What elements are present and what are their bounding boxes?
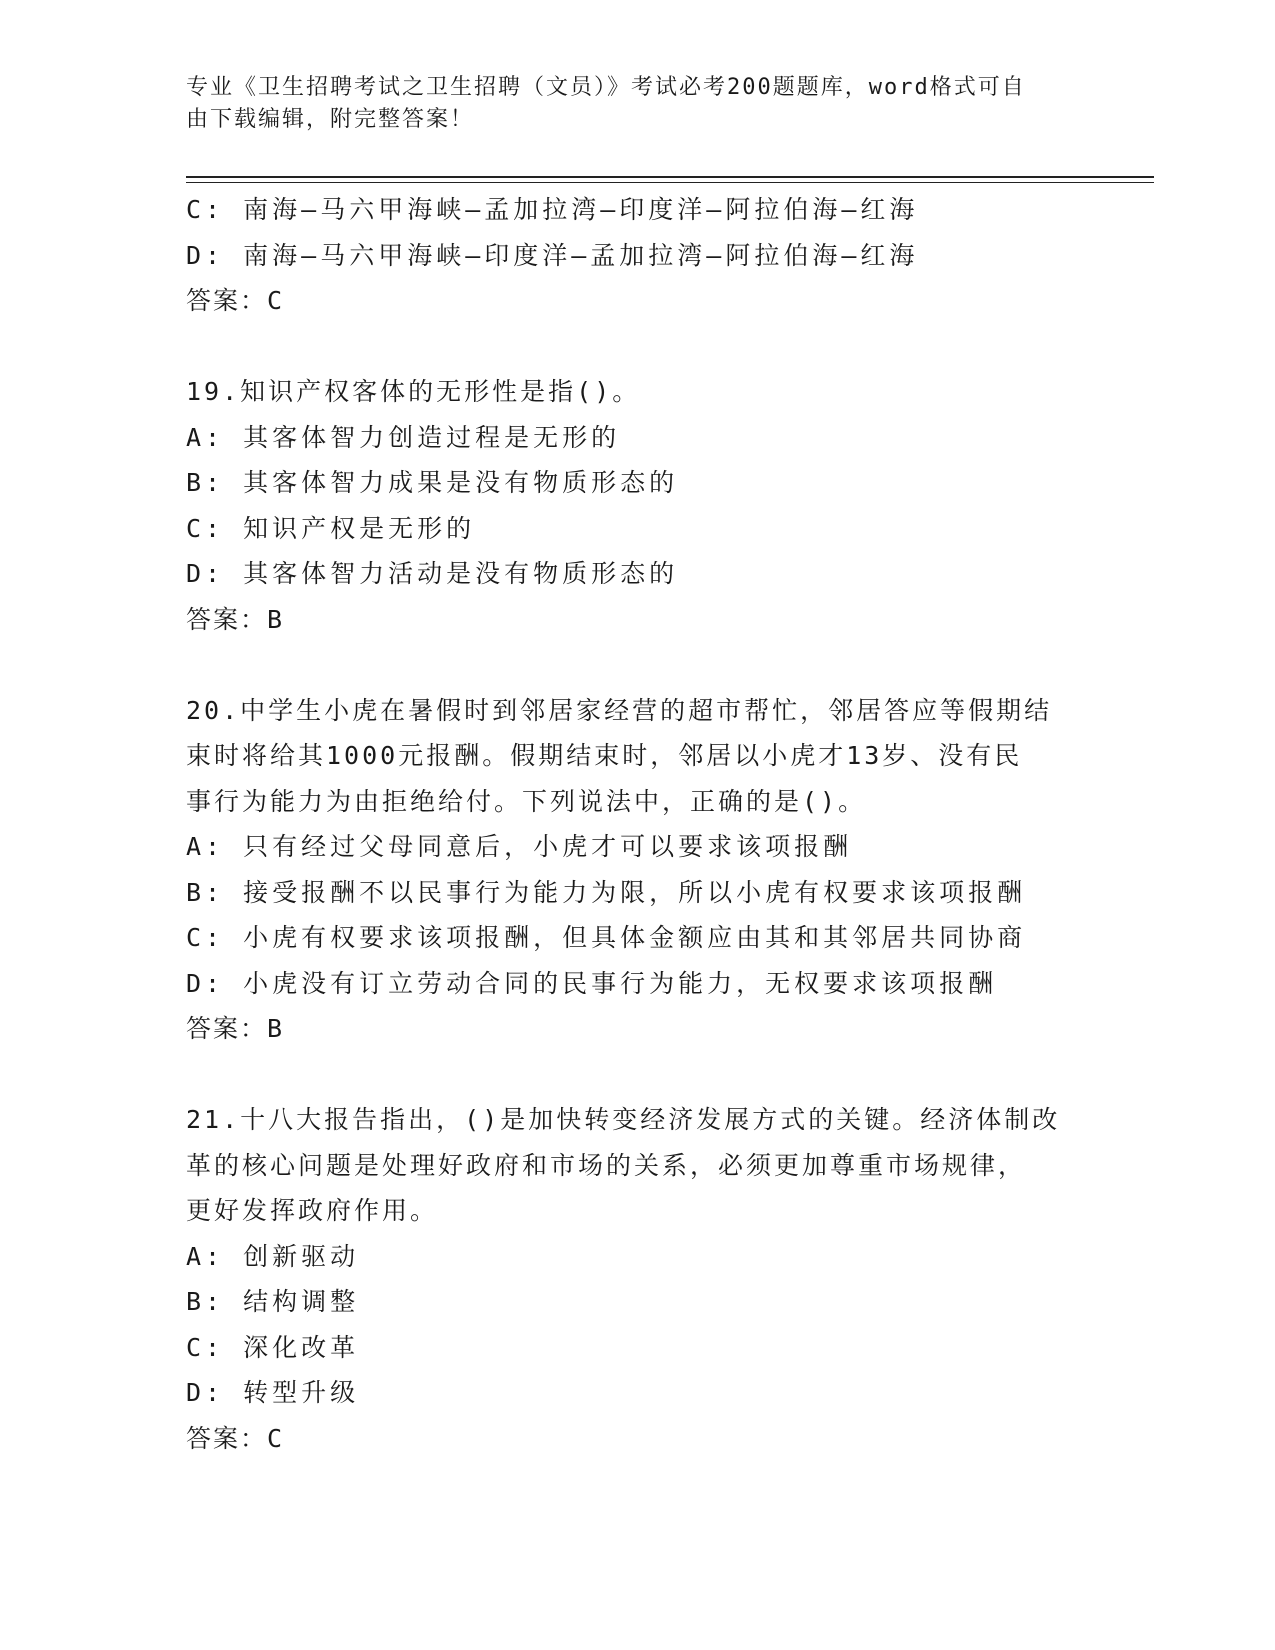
option-c: C: 深化改革 (186, 1332, 360, 1362)
spacer (186, 324, 1086, 370)
option-d: D: 转型升级 (186, 1378, 360, 1407)
question-20 (186, 688, 1086, 1052)
question-stem (186, 688, 1086, 825)
question-stem-line: 20.中学生小虎在暑假时到邻居家经营的超市帮忙，邻居答应等假期结 (186, 695, 1053, 725)
header-line-2: 由下载编辑，附完整答案！ (186, 107, 475, 132)
question-stem-line: 21.十八大报告指出，()是加快转变经济发展方式的关键。经济体制改 (186, 1105, 1061, 1134)
question-19 (186, 369, 1086, 642)
option-b: B: 结构调整 (186, 1287, 360, 1316)
header-line-1: 专业《卫生招聘考试之卫生招聘（文员）》考试必考200题题库，word格式可自 (186, 75, 1026, 100)
option-d: D: 小虎没有订立劳动合同的民事行为能力，无权要求该项报酬 (186, 968, 998, 998)
question-list (186, 187, 1086, 1461)
question-stem-line: 19.知识产权客体的无形性是指()。 (186, 377, 641, 406)
question-stem-line: 束时将给其1000元报酬。假期结束时，邻居以小虎才13岁、没有民 (186, 741, 1023, 770)
answer-line: 答案：C (186, 1423, 285, 1453)
question-stem-line: 更好发挥政府作用。 (186, 1196, 439, 1225)
question-stem (186, 369, 1086, 415)
option-d: D: 南海—马六甲海峡—印度洋—孟加拉湾—阿拉伯海—红海 (186, 240, 919, 270)
answer-line: 答案：C (186, 286, 285, 315)
option-d: D: 其客体智力活动是没有物质形态的 (186, 559, 679, 588)
spacer (186, 1052, 1086, 1098)
option-c: C: 南海—马六甲海峡—孟加拉湾—印度洋—阿拉伯海—红海 (186, 195, 919, 224)
option-c: C: 知识产权是无形的 (186, 513, 476, 543)
header-divider-thick (186, 176, 1154, 178)
option-c: C: 小虎有权要求该项报酬，但具体金额应由其和其邻居共同协商 (186, 923, 1027, 952)
question-stem-line: 革的核心问题是处理好政府和市场的关系，必须更加尊重市场规律， (186, 1150, 1027, 1180)
option-a: A: 只有经过父母同意后，小虎才可以要求该项报酬 (186, 832, 853, 861)
question-21 (186, 1097, 1086, 1461)
prev-question-block (186, 187, 1086, 324)
question-stem-line: 事行为能力为由拒绝给付。下列说法中，正确的是()。 (186, 786, 867, 816)
option-a: A: 其客体智力创造过程是无形的 (186, 422, 621, 452)
answer-line: 答案：B (186, 604, 285, 634)
header-divider-thin (186, 182, 1154, 183)
option-a: A: 创新驱动 (186, 1241, 360, 1271)
document-header (186, 72, 1076, 136)
spacer (186, 642, 1086, 688)
question-stem (186, 1097, 1086, 1234)
option-b: B: 其客体智力成果是没有物质形态的 (186, 468, 679, 497)
option-b: B: 接受报酬不以民事行为能力为限，所以小虎有权要求该项报酬 (186, 877, 1027, 907)
answer-line: 答案：B (186, 1014, 285, 1043)
